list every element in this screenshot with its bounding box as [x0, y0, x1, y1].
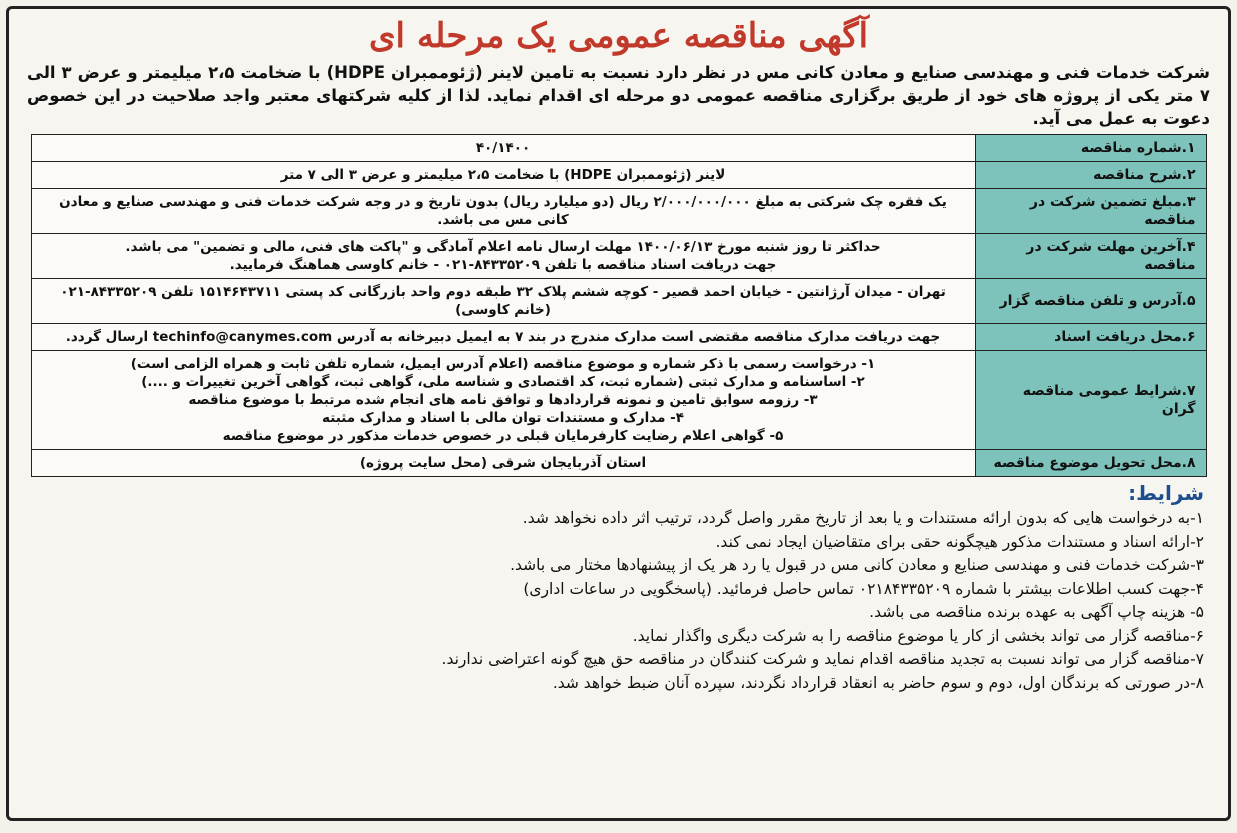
spec-value: استان آذربایجان شرقی (محل سایت پروژه): [31, 450, 975, 477]
spec-row-description: [31, 162, 1206, 189]
tender-spec-table: [31, 134, 1207, 477]
condition-item: ۳-شرکت خدمات فنی و مهندسی صنایع و معادن کانی مس در قبول یا رد هر یک از پیشنهادها مختار می باشد.: [510, 556, 1204, 574]
spec-label: ۱.شماره مناقصه: [975, 135, 1206, 162]
spec-row-requirements: [31, 351, 1206, 450]
requirement-item: ۵- گواهی اعلام رضایت کارفرمایان قبلی در خصوص خدمات مذکور در موضوع مناقصه: [222, 428, 784, 444]
condition-item: ۷-مناقصه گزار می تواند نسبت به تجدید مناقصه اقدام نماید و شرکت کنندگان در مناقصه حق هیچ گونه اعتراضی ندارند.: [441, 650, 1204, 668]
condition-item: ۲-ارائه اسناد و مستندات مذکور هیچگونه حقی برای متقاضیان ایجاد نمی کند.: [715, 532, 1204, 551]
spec-label: ۵.آدرس و تلفن مناقصه گزار: [975, 279, 1206, 324]
spec-line: حداکثر تا روز شنبه مورخ ۱۴۰۰/۰۶/۱۳ مهلت ارسال نامه اعلام آمادگی و "پاکت های فنی، مالی و تضمین" می باشد.: [125, 239, 881, 255]
spec-value: [31, 351, 975, 450]
spec-label: ۴.آخرین مهلت شرکت در مناقصه: [975, 234, 1206, 279]
spec-label: ۲.شرح مناقصه: [975, 162, 1206, 189]
condition-item: ۴-جهت کسب اطلاعات بیشتر با شماره ۰۲۱۸۴۳۳۵۲۰۹ تماس حاصل فرمائید. (پاسخگویی در ساعات اداری): [523, 579, 1204, 598]
condition-item: ۸-در صورتی که برندگان اول، دوم و سوم حاضر به انعقاد قرارداد نگردند، سپرده آنان ضبط خواهد شد.: [552, 673, 1204, 692]
spec-row-guarantee: [31, 189, 1206, 234]
spec-value: تهران - میدان آرژانتین - خیابان احمد قصیر - کوچه ششم پلاک ۳۲ طبقه دوم واحد بازرگانی کد پستی ۱۵۱۴۶۴۳۷۱۱ تلفن ۸۴۳۳۵۲۰۹-۰۲۱ (خانم کاوسی): [31, 279, 975, 324]
tender-notice: [6, 6, 1231, 821]
spec-row-number: [31, 135, 1206, 162]
notice-intro: شرکت خدمات فنی و مهندسی صنایع و معادن کانی مس در نظر دارد نسبت به تامین لاینر (ژئوممبران HDPE) با ضخامت ۲،۵ میلیمتر و عرض ۳ الی ۷ متر یکی از پروژه های خود از طریق برگزاری مناقصه عمومی دو مرحله ای اقدام نماید. لذا از کلیه شرکتهای معتبر واجد صلاحیت در این خصوص دعوت به عمل می آید.: [27, 63, 1210, 128]
spec-value: جهت دریافت مدارک مناقصه مقتضی است مدارک مندرج در بند ۷ به ایمیل دبیرخانه به آدرس techinfo@canymes.com ارسال گردد.: [31, 324, 975, 351]
conditions-list: [23, 507, 1204, 695]
spec-row-documents: [31, 324, 1206, 351]
spec-label: ۶.محل دریافت اسناد: [975, 324, 1206, 351]
notice-title: آگهی مناقصه عمومی یک مرحله ای: [368, 16, 869, 56]
condition-item: ۶-مناقصه گزار می تواند بخشی از کار یا موضوع مناقصه را به شرکت دیگری واگذار نماید.: [632, 626, 1204, 645]
spec-line: جهت دریافت اسناد مناقصه با تلفن ۸۴۳۳۵۲۰۹-۰۲۱ - خانم کاوسی هماهنگ فرمایید.: [229, 257, 777, 273]
requirement-item: ۳- رزومه سوابق تامین و نمونه قراردادها و توافق نامه های انجام شده مرتبط با موضوع مناقصه: [188, 392, 818, 408]
spec-value: ۴۰/۱۴۰۰: [31, 135, 975, 162]
conditions-title: شرایط:: [1128, 481, 1204, 505]
spec-value: لاینر (ژئوممبران HDPE) با ضخامت ۲،۵ میلیمتر و عرض ۳ الی ۷ متر: [31, 162, 975, 189]
requirement-item: ۱- درخواست رسمی با ذکر شماره و موضوع مناقصه (اعلام آدرس ایمیل، شماره تلفن ثابت و همراه الزامی است): [130, 356, 876, 372]
spec-row-address: [31, 279, 1206, 324]
requirement-item: ۴- مدارک و مستندات توان مالی با اسناد و مدارک مثبته: [322, 410, 684, 426]
spec-row-delivery: [31, 450, 1206, 477]
spec-label: ۳.مبلغ تضمین شرکت در مناقصه: [975, 189, 1206, 234]
spec-value: یک فقره چک شرکتی به مبلغ ۲/۰۰۰/۰۰۰/۰۰۰ ریال (دو میلیارد ریال) بدون تاریخ و در وجه شرکت خدمات فنی و مهندسی صنایع و معادن کانی مس می باشد.: [31, 189, 975, 234]
spec-label: ۸.محل تحویل موضوع مناقصه: [975, 450, 1206, 477]
spec-value: [31, 234, 975, 279]
spec-row-deadline: [31, 234, 1206, 279]
condition-item: ۵- هزینه چاپ آگهی به عهده برنده مناقصه می باشد.: [869, 603, 1204, 621]
requirement-item: ۲- اساسنامه و مدارک ثبتی (شماره ثبت، کد اقتصادی و شناسه ملی، گواهی ثبت، گواهی آخرین تغییرات و ....): [141, 374, 865, 390]
spec-label: ۷.شرایط عمومی مناقصه گران: [975, 351, 1206, 450]
condition-item: ۱-به درخواست هایی که بدون ارائه مستندات و یا بعد از تاریخ مقرر واصل گردد، ترتیب اثر داده نخواهد شد.: [522, 509, 1204, 527]
